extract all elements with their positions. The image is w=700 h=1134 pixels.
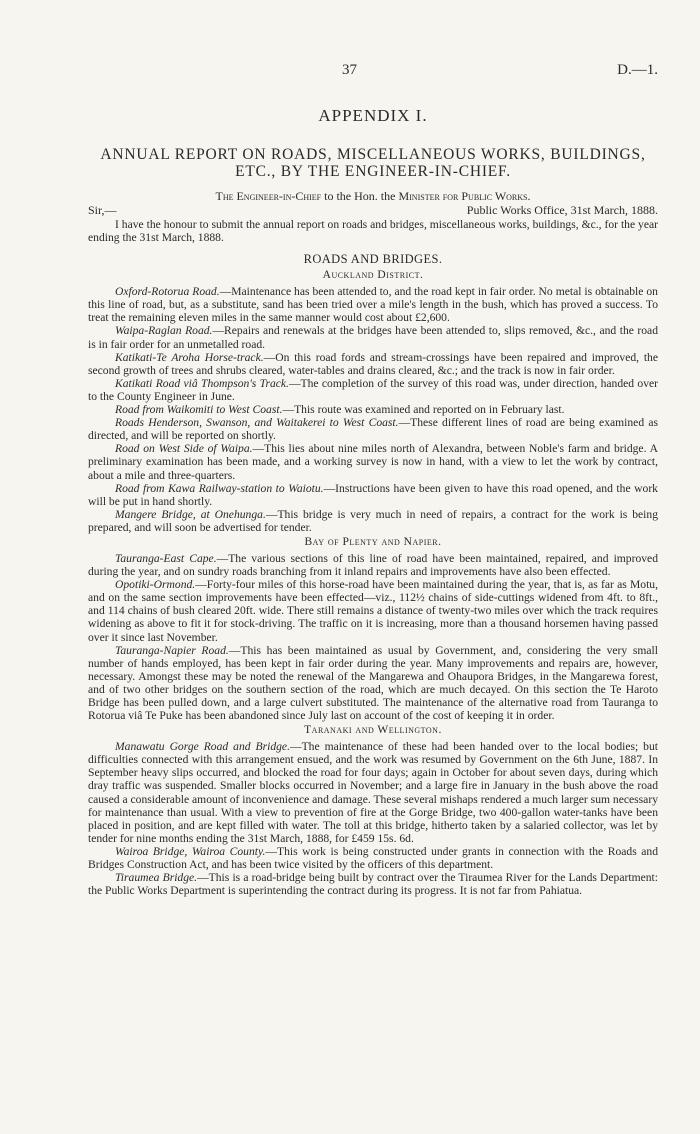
entry-text: —This lies about nine miles north of Alexandra, between Noble's farm and bridge. A preliminary examination has been made, and a working survey is now in hand, with a view to let the work by contract, about a mile and three-quarters. [88, 442, 658, 482]
report-entry [88, 578, 658, 643]
district-heading: Taranaki and Wellington. [304, 724, 442, 737]
entry-text: —These different lines of road are being examined as directed, and will be reported on shortly. [88, 416, 658, 443]
district-heading: Bay of Plenty and Napier. [304, 535, 442, 548]
report-title: ANNUAL REPORT ON ROADS, MISCELLANEOUS WORKS, BUILDINGS, ETC., BY THE ENGINEER-IN-CHIEF. [100, 146, 646, 180]
entry-title: Road on West Side of Waipa. [115, 442, 253, 456]
entry-title: Tiraumea Bridge. [115, 871, 198, 885]
report-entry [88, 442, 658, 481]
report-entry [88, 482, 658, 508]
entry-text: —The maintenance of these had been handed over to the local bodies; but difficulties connected with this arrangement ensued, and the work was resumed by Government on the 6th June, 1887. In September heavy slips occurred, and blocked the road for four days; again in October for about seven days, during which dray traffic was suspended. Smaller blocks occurred in November; and a large fire in January in the bush above the road caused a considerable amount of inconvenience and damage. These several mishaps rendered a much larger sum necessary for maintenance than usual. With a view to prevention of fire at the Gorge Bridge, two 400-gallon water-tanks have been placed in position, and are kept filled with water. The toll at this bridge, hitherto taken by a salaried collector, was let by tender for nine months ending the 31st March, 1888, for £459 15s. 6d. [88, 740, 658, 845]
addressee-from: The Engineer-in-Chief [215, 189, 322, 203]
entry-text: —On this road fords and stream-crossings have been repaired and improved, the second growth of trees and shrubs cleared, water-tables and drains cleared, &c.; and the track is now in fair order. [88, 350, 659, 377]
entry-title: Mangere Bridge, at Onehunga. [115, 507, 266, 521]
entry-text: —This route was examined and reported on in February last. [282, 403, 565, 417]
report-entry [88, 845, 658, 871]
entry-title: Waipa-Raglan Road. [115, 324, 213, 338]
entry-title: Manawatu Gorge Road and Bridge. [115, 740, 290, 754]
section-heading: ROADS AND BRIDGES. [303, 252, 443, 267]
office-dateline: Public Works Office, 31st March, 1888. [466, 203, 658, 217]
report-entry [88, 324, 658, 350]
district-list [88, 269, 658, 897]
addressee-to: Minister for Public Works. [398, 189, 531, 203]
salutation: Sir,— [88, 203, 117, 217]
report-entry [88, 416, 658, 442]
entry-title: Opotiki-Ormond. [115, 578, 196, 592]
appendix-heading: APPENDIX I. [318, 106, 428, 125]
entry-title: Road from Kawa Railway-station to Waiotu. [115, 481, 324, 495]
entry-text: —This is a road-bridge being built by contract over the Tiraumea River for the Lands Department: the Public Works Department is superintending the contract during its progress. It is not far from Pahiatua. [88, 871, 658, 898]
report-entry [88, 403, 658, 416]
entry-text: —The completion of the survey of this road was, under direction, handed over to the County Engineer in June. [88, 376, 659, 403]
report-entry [88, 377, 658, 403]
district-heading: Auckland District. [322, 269, 424, 282]
report-entry [88, 285, 658, 324]
entry-text: —This work is being constructed under grants in connection with the Roads and Bridges Construction Act, and has been twice visited by the officers of this department. [88, 844, 658, 872]
page-header [88, 62, 658, 86]
intro-paragraph: I have the honour to submit the annual report on roads and bridges, miscellaneous works, buildings, &c., for the year ending the 31st March, 1888. [88, 218, 658, 245]
entry-text: —Maintenance has been attended to, and the road kept in fair order. No metal is obtainable on this line of road, but, as a substitute, sand has been tried over a mile's length in the bush, which has proved a success. To treat the remaining eleven miles in the same manner would cost about £2,600. [88, 285, 658, 325]
report-entry [88, 351, 658, 377]
document-reference: D.—1. [617, 62, 658, 78]
entry-text: —This has been maintained as usual by Government, and, considering the very small number of hands employed, has been kept in fair order during the year. Many improvements and repairs are, however, necessary. Amongst these may be noted the renewal of the Mangarewa and Ohaupora Bridges, in the Mangarewa forest, and of two other bridges on the southern section of the road, which are much decayed. On this section the Te Haroto Bridge has been pulled down, and a large culvert substituted. The maintenance of the alternative road from Tauranga to Rotorua viâ Te Puke has been abandoned since July last on account of the cost of keeping it in order. [88, 643, 658, 723]
entry-text: —Instructions have been given to have this road opened, and the work will be put in hand shortly. [88, 481, 658, 508]
page-number: 37 [342, 62, 357, 78]
report-entry [88, 740, 658, 845]
entry-title: Katikati Road viâ Thompson's Track. [115, 376, 289, 390]
report-entry [88, 871, 658, 897]
addressee-line [88, 189, 658, 203]
entry-text: —The various sections of this line of road have been maintained, repaired, and improved during the year, and on sundry roads branching from it inland repairs and improvements have also been effected. [88, 551, 659, 579]
entry-text: —Repairs and renewals at the bridges have been attended to, slips removed, &c., and the road is in fair order for an unmetalled road. [88, 324, 659, 351]
entry-text: —Forty-four miles of this horse-road have been maintained during the year, that is, as far as Motu, and on the same section improvements have been effected—viz., 112½ chains of side-cuttings widened from 4ft. to 8ft., and 114 chains of bush cleared 20ft. wide. There still remains a distance of twenty-two miles over which the track requires widening as above to fit it for stock-driving. The traffic on it is increasing, more than a thousand horsemen having passed over it since last November. [88, 578, 658, 644]
entry-title: Roads Henderson, Swanson, and Waitakerei to West Coast. [115, 416, 399, 430]
report-entry [88, 552, 658, 578]
entry-title: Tauranga-Napier Road. [115, 643, 229, 657]
entry-title: Road from Waikomiti to West Coast. [115, 403, 283, 417]
salutation-line [88, 203, 658, 218]
entry-title: Katikati-Te Aroha Horse-track. [115, 350, 264, 364]
entry-title: Oxford-Rotorua Road. [115, 285, 220, 299]
entry-title: Wairoa Bridge, Wairoa County. [115, 844, 266, 858]
report-entry [88, 644, 658, 723]
entry-text: —This bridge is very much in need of repairs, a contract for the work is being prepared, and will soon be advertised for tender. [88, 507, 658, 534]
entry-title: Tauranga-East Cape. [115, 551, 217, 565]
report-entry [88, 508, 658, 534]
addressee-mid: to the Hon. the [321, 189, 399, 203]
